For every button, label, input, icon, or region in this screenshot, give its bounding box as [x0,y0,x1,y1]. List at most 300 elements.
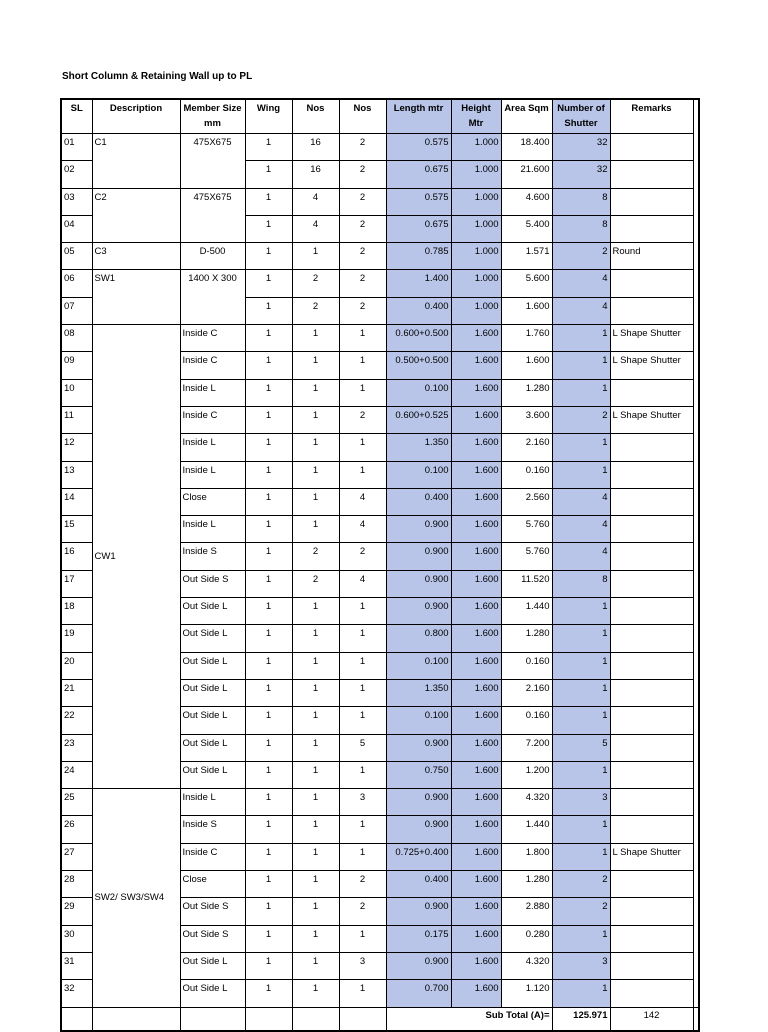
cell-length: 0.800 [386,625,451,652]
cell-nos: 1 [292,598,339,625]
cell-nos: 2 [339,871,386,898]
cell-member-size: Out Side L [180,598,245,625]
cell-area: 5.400 [501,215,552,242]
cell-height: 1.600 [451,898,501,925]
cell-sl: 13 [61,461,92,488]
cell-sl: 26 [61,816,92,843]
cell-shutter: 3 [552,952,610,979]
cell-nos: 1 [339,761,386,788]
cell-nos: 1 [292,625,339,652]
cell-height: 1.000 [451,161,501,188]
cell-nos: 1 [292,789,339,816]
cell-remarks [610,952,693,979]
cell-nos: 1 [292,406,339,433]
cell-nos: 1 [292,925,339,952]
cell-remarks [610,871,693,898]
cell-sl: 24 [61,761,92,788]
cell-remarks: L Shape Shutter [610,406,693,433]
cell-shutter: 1 [552,379,610,406]
cell-shutter: 1 [552,925,610,952]
cell-remarks [610,161,693,188]
subtotal-area: 125.971 [552,1007,610,1031]
cell-nos: 2 [339,898,386,925]
cell-member-size: Out Side L [180,734,245,761]
cell-member-size: Out Side S [180,570,245,597]
cell-wing: 1 [245,297,292,324]
cell-area: 1.600 [501,352,552,379]
cell-nos: 4 [339,516,386,543]
cell-wing: 1 [245,406,292,433]
cell-nos: 1 [339,434,386,461]
cell-wing: 1 [245,516,292,543]
cell-shutter: 1 [552,625,610,652]
cell-length: 0.900 [386,898,451,925]
cell-length: 0.500+0.500 [386,352,451,379]
cell-remarks [610,898,693,925]
cell-remarks [610,297,693,324]
cell-area: 4.320 [501,952,552,979]
cell-sl: 29 [61,898,92,925]
cell-shutter: 2 [552,898,610,925]
cell-area: 3.600 [501,406,552,433]
cell-shutter: 1 [552,761,610,788]
cell-area: 1.800 [501,843,552,870]
cell-nos: 1 [292,707,339,734]
cell-wing: 1 [245,652,292,679]
cell-height: 1.600 [451,434,501,461]
cell-area: 1.200 [501,761,552,788]
cell-wing: 1 [245,843,292,870]
cell-remarks [610,761,693,788]
cell-remarks: L Shape Shutter [610,352,693,379]
cell-area: 7.200 [501,734,552,761]
table-body [61,134,699,1008]
cell-sl: 21 [61,679,92,706]
cell-height: 1.600 [451,598,501,625]
cell-nos: 1 [292,980,339,1007]
cell-member-size: Inside L [180,434,245,461]
cell-height: 1.600 [451,325,501,352]
cell-sl: 17 [61,570,92,597]
cell-remarks [610,516,693,543]
cell-wing: 1 [245,379,292,406]
cell-height: 1.600 [451,352,501,379]
cell-nos: 4 [292,215,339,242]
cell-length: 1.350 [386,434,451,461]
cell-length: 0.600+0.500 [386,325,451,352]
cell-nos: 1 [292,898,339,925]
cell-member-size: Out Side L [180,761,245,788]
cell-nos: 1 [292,952,339,979]
cell-length: 0.785 [386,243,451,270]
cell-wing: 1 [245,898,292,925]
cell-nos: 2 [292,270,339,297]
table-row [61,325,699,352]
cell-description: C1 [92,134,180,189]
cell-shutter: 2 [552,243,610,270]
cell-sl: 11 [61,406,92,433]
cell-sl: 27 [61,843,92,870]
cell-area: 1.280 [501,379,552,406]
cell-remarks [610,543,693,570]
cell-nos: 4 [292,188,339,215]
cell-shutter: 8 [552,215,610,242]
table-row [61,789,699,816]
cell-shutter: 1 [552,461,610,488]
cell-wing: 1 [245,789,292,816]
cell-member-size: Out Side L [180,952,245,979]
cell-wing: 1 [245,243,292,270]
cell-nos: 3 [339,952,386,979]
cell-nos: 1 [292,871,339,898]
cell-shutter: 1 [552,652,610,679]
cell-sl: 12 [61,434,92,461]
cell-length: 0.700 [386,980,451,1007]
cell-sl: 25 [61,789,92,816]
cell-wing: 1 [245,625,292,652]
cell-height: 1.600 [451,516,501,543]
table-header [61,99,699,134]
cell-wing: 1 [245,161,292,188]
cell-remarks [610,188,693,215]
cell-member-size: Inside S [180,816,245,843]
cell-nos: 1 [292,761,339,788]
cell-description: C2 [92,188,180,243]
sheet-title: Short Column & Retaining Wall up to PL [62,71,253,82]
cell-wing: 1 [245,352,292,379]
cell-wing: 1 [245,679,292,706]
cell-nos: 2 [292,297,339,324]
cell-height: 1.600 [451,652,501,679]
cell-shutter: 4 [552,543,610,570]
cell-length: 0.675 [386,215,451,242]
cell-length: 0.400 [386,871,451,898]
cell-remarks: L Shape Shutter [610,843,693,870]
cell-shutter: 2 [552,406,610,433]
cell-nos: 1 [292,516,339,543]
cell-nos: 1 [339,816,386,843]
cell-nos: 1 [339,679,386,706]
cell-height: 1.600 [451,980,501,1007]
cell-member-size: Inside L [180,379,245,406]
cell-member-size: Out Side L [180,652,245,679]
cell-member-size: Out Side L [180,980,245,1007]
cell-length: 1.400 [386,270,451,297]
cell-nos: 5 [339,734,386,761]
cell-area: 1.280 [501,625,552,652]
cell-description: CW1 [92,325,180,789]
cell-sl: 23 [61,734,92,761]
cell-wing: 1 [245,570,292,597]
cell-remarks [610,215,693,242]
header-height: Height Mtr [451,99,501,134]
cell-remarks: Round [610,243,693,270]
cell-wing: 1 [245,434,292,461]
cell-member-size: Inside S [180,543,245,570]
cell-nos: 1 [292,488,339,515]
header-area: Area Sqm [501,99,552,134]
cell-shutter: 8 [552,570,610,597]
cell-length: 0.100 [386,707,451,734]
cell-nos: 2 [339,243,386,270]
cell-wing: 1 [245,215,292,242]
cell-length: 0.100 [386,652,451,679]
cell-sl: 06 [61,270,92,297]
cell-area: 5.760 [501,516,552,543]
cell-area: 2.160 [501,434,552,461]
cell-sl: 05 [61,243,92,270]
cell-shutter: 5 [552,734,610,761]
cell-height: 1.600 [451,843,501,870]
cell-nos: 1 [292,243,339,270]
cell-area: 2.560 [501,488,552,515]
cell-height: 1.600 [451,734,501,761]
cell-shutter: 1 [552,816,610,843]
cell-sl: 19 [61,625,92,652]
cell-shutter: 32 [552,134,610,161]
cell-length: 1.350 [386,679,451,706]
cell-wing: 1 [245,925,292,952]
cell-nos: 1 [339,461,386,488]
cell-sl: 08 [61,325,92,352]
cell-height: 1.000 [451,134,501,161]
header-length: Length mtr [386,99,451,134]
cell-nos: 2 [292,570,339,597]
cell-description: SW2/ SW3/SW4 [92,789,180,1007]
cell-shutter: 4 [552,488,610,515]
cell-nos: 1 [339,652,386,679]
cell-member-size: Inside L [180,789,245,816]
table-footer [61,1007,699,1031]
cell-nos: 4 [339,488,386,515]
cell-area: 21.600 [501,161,552,188]
cell-height: 1.600 [451,543,501,570]
cell-nos: 2 [339,188,386,215]
cell-remarks [610,679,693,706]
cell-member-size: Inside C [180,325,245,352]
cell-remarks [610,652,693,679]
table-row [61,243,699,270]
cell-remarks [610,379,693,406]
cell-member-size: Inside L [180,516,245,543]
cell-remarks [610,789,693,816]
cell-length: 0.575 [386,134,451,161]
cell-remarks [610,570,693,597]
cell-area: 1.440 [501,816,552,843]
cell-sl: 31 [61,952,92,979]
cell-shutter: 4 [552,516,610,543]
cell-sl: 32 [61,980,92,1007]
cell-remarks [610,598,693,625]
cell-height: 1.000 [451,297,501,324]
cell-nos: 2 [339,270,386,297]
cell-height: 1.600 [451,406,501,433]
cell-nos: 1 [339,598,386,625]
cell-shutter: 1 [552,352,610,379]
cell-area: 1.571 [501,243,552,270]
cell-height: 1.000 [451,270,501,297]
cell-member-size: Out Side L [180,625,245,652]
cell-nos: 2 [339,161,386,188]
cell-remarks [610,980,693,1007]
cell-wing: 1 [245,816,292,843]
cell-member-size: 475X675 [180,188,245,243]
header-shutter: Number of Shutter [552,99,610,134]
cell-nos: 1 [292,325,339,352]
cell-wing: 1 [245,952,292,979]
cell-remarks [610,734,693,761]
cell-nos: 3 [339,789,386,816]
cell-remarks [610,134,693,161]
cell-nos: 1 [292,434,339,461]
cell-nos: 1 [339,925,386,952]
quantity-table [60,98,700,1032]
cell-height: 1.600 [451,761,501,788]
cell-description: C3 [92,243,180,270]
table-row [61,134,699,161]
cell-nos: 1 [339,980,386,1007]
cell-height: 1.600 [451,488,501,515]
cell-wing: 1 [245,980,292,1007]
cell-remarks [610,488,693,515]
cell-sl: 28 [61,871,92,898]
cell-remarks [610,270,693,297]
cell-wing: 1 [245,734,292,761]
cell-nos: 1 [339,325,386,352]
cell-member-size: Inside L [180,461,245,488]
cell-nos: 2 [339,215,386,242]
cell-area: 18.400 [501,134,552,161]
cell-height: 1.000 [451,188,501,215]
cell-shutter: 1 [552,843,610,870]
cell-sl: 14 [61,488,92,515]
cell-length: 0.900 [386,516,451,543]
cell-length: 0.750 [386,761,451,788]
cell-wing: 1 [245,543,292,570]
subtotal-label: Sub Total (A)= [386,1007,552,1031]
cell-area: 5.760 [501,543,552,570]
header-sl: SL [61,99,92,134]
cell-shutter: 4 [552,297,610,324]
cell-wing: 1 [245,325,292,352]
cell-nos: 1 [292,652,339,679]
cell-member-size: Out Side L [180,707,245,734]
cell-wing: 1 [245,871,292,898]
cell-shutter: 1 [552,707,610,734]
cell-height: 1.000 [451,243,501,270]
cell-sl: 20 [61,652,92,679]
cell-sl: 10 [61,379,92,406]
cell-area: 0.280 [501,925,552,952]
cell-wing: 1 [245,707,292,734]
cell-member-size: 1400 X 300 [180,270,245,325]
cell-length: 0.675 [386,161,451,188]
cell-wing: 1 [245,188,292,215]
cell-nos: 16 [292,134,339,161]
cell-area: 0.160 [501,461,552,488]
cell-shutter: 1 [552,434,610,461]
cell-sl: 09 [61,352,92,379]
subtotal-shutter: 142 [610,1007,693,1031]
cell-length: 0.900 [386,816,451,843]
cell-height: 1.600 [451,816,501,843]
cell-length: 0.900 [386,952,451,979]
cell-nos: 1 [292,679,339,706]
cell-remarks [610,625,693,652]
cell-area: 2.880 [501,898,552,925]
cell-member-size: Close [180,488,245,515]
cell-length: 0.100 [386,461,451,488]
cell-area: 2.160 [501,679,552,706]
cell-wing: 1 [245,598,292,625]
cell-sl: 01 [61,134,92,161]
cell-member-size: Inside C [180,406,245,433]
cell-member-size: Out Side S [180,925,245,952]
cell-height: 1.600 [451,625,501,652]
cell-wing: 1 [245,488,292,515]
cell-member-size: Inside C [180,352,245,379]
cell-member-size: Inside C [180,843,245,870]
cell-remarks: L Shape Shutter [610,325,693,352]
cell-shutter: 8 [552,188,610,215]
cell-height: 1.600 [451,679,501,706]
cell-shutter: 32 [552,161,610,188]
cell-height: 1.600 [451,461,501,488]
cell-nos: 1 [292,734,339,761]
header-member-size: Member Size mm [180,99,245,134]
cell-area: 1.600 [501,297,552,324]
cell-member-size: Close [180,871,245,898]
cell-member-size: Out Side S [180,898,245,925]
header-nos: Nos [292,99,339,134]
cell-member-size: Out Side L [180,679,245,706]
cell-remarks [610,925,693,952]
cell-remarks [610,816,693,843]
cell-area: 11.520 [501,570,552,597]
cell-area: 1.760 [501,325,552,352]
cell-length: 0.400 [386,488,451,515]
cell-shutter: 4 [552,270,610,297]
table-row [61,270,699,297]
cell-nos: 1 [339,707,386,734]
cell-wing: 1 [245,461,292,488]
cell-height: 1.600 [451,707,501,734]
cell-height: 1.600 [451,379,501,406]
cell-height: 1.000 [451,215,501,242]
cell-nos: 1 [339,352,386,379]
cell-sl: 02 [61,161,92,188]
cell-area: 5.600 [501,270,552,297]
cell-height: 1.600 [451,570,501,597]
cell-wing: 1 [245,761,292,788]
cell-shutter: 1 [552,980,610,1007]
cell-nos: 2 [292,543,339,570]
cell-description: SW1 [92,270,180,325]
cell-length: 0.575 [386,188,451,215]
cell-shutter: 3 [552,789,610,816]
cell-nos: 2 [339,543,386,570]
cell-length: 0.400 [386,297,451,324]
cell-nos: 1 [292,461,339,488]
cell-sl: 22 [61,707,92,734]
cell-area: 4.600 [501,188,552,215]
cell-nos: 1 [292,843,339,870]
cell-remarks [610,461,693,488]
cell-area: 1.280 [501,871,552,898]
cell-length: 0.900 [386,734,451,761]
cell-sl: 18 [61,598,92,625]
cell-sl: 04 [61,215,92,242]
